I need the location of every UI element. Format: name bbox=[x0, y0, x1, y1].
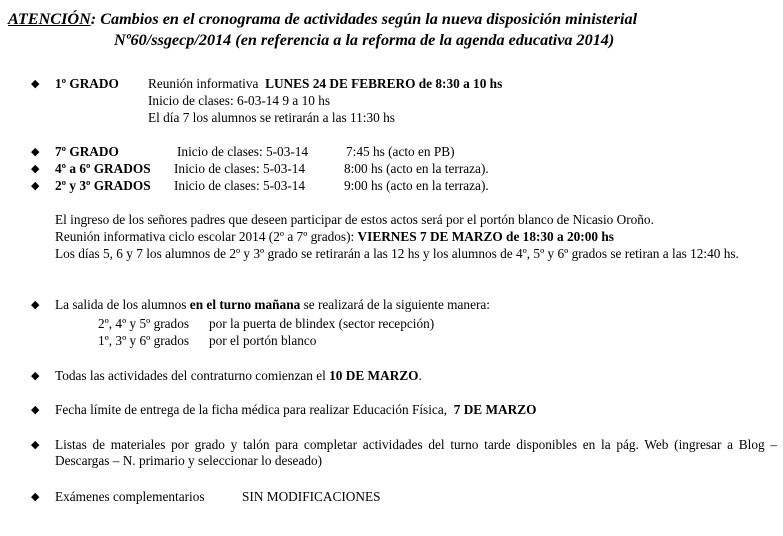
contraturno-text: Todas las actividades del contraturno comienzan el 10 DE MARZO. bbox=[55, 368, 422, 383]
reunion-ciclo: Reunión informativa ciclo escolar 2014 (2º a 7º grados): VIERNES 7 DE MARZO de 18:30 a 20:00 hs bbox=[55, 229, 614, 244]
dias-retiro: Los días 5, 6 y 7 los alumnos de 2º y 3º grado se retirarán a las 12 hs y los alumnos de 4º, 5º y 6º grados se retiran a las 12:40 hs. bbox=[55, 246, 739, 261]
bullet-icon: ◆ bbox=[31, 439, 40, 451]
salida-line1: 2º, 4º y 5º grados por la puerta de blindex (sector recepción) bbox=[98, 316, 435, 331]
ficha-text: Fecha límite de entrega de la ficha médica para realizar Educación Física, 7 DE MARZO bbox=[55, 402, 537, 417]
grado1-dia7: El día 7 los alumnos se retirarán a las 11:30 hs bbox=[148, 110, 395, 125]
bullet-icon: ◆ bbox=[31, 491, 40, 503]
examenes-value: SIN MODIFICACIONES bbox=[242, 489, 381, 504]
grado7-hora: 7:45 hs (acto en PB) bbox=[346, 144, 455, 159]
attention-label: ATENCIÓN bbox=[8, 10, 91, 28]
title-colon: : bbox=[90, 10, 97, 28]
grado46-inicio: Inicio de clases: 5-03-14 bbox=[174, 161, 306, 176]
listas-text: Listas de materiales por grado y talón para completar actividades del turno tarde disponibles en la pág. Web (ingresar a Blog – Descargas – N. primario y seleccionar lo deseado) bbox=[55, 437, 777, 468]
grado23-label: 2º y 3º GRADOS bbox=[55, 178, 151, 193]
ingreso-text: El ingreso de los señores padres que deseen participar de estos actos será por el portón blanco de Nicasio Oroño. bbox=[55, 212, 654, 227]
examenes-label: Exámenes complementarios bbox=[55, 489, 205, 504]
notice-title-line2: Nº60/ssgecp/2014 (en referencia a la reforma de la agenda educativa 2014) bbox=[114, 31, 615, 49]
bullet-icon: ◆ bbox=[31, 299, 40, 311]
bullet-icon: ◆ bbox=[31, 180, 40, 192]
bullet-icon: ◆ bbox=[31, 404, 40, 416]
grado23-hora: 9:00 hs (acto en la terraza). bbox=[344, 178, 489, 193]
bullet-icon: ◆ bbox=[31, 163, 40, 175]
bullet-icon: ◆ bbox=[31, 370, 40, 382]
salida-text: La salida de los alumnos en el turno mañana se realizará de la siguiente manera: bbox=[55, 297, 490, 312]
bullet-icon: ◆ bbox=[31, 146, 40, 158]
bullet-icon: ◆ bbox=[31, 78, 40, 90]
grado7-inicio: Inicio de clases: 5-03-14 bbox=[177, 144, 309, 159]
salida-line2: 1º, 3º y 6º grados por el portón blanco bbox=[98, 333, 317, 348]
grado1-label: 1º GRADO bbox=[55, 76, 119, 91]
notice-title-line1 bbox=[8, 10, 637, 28]
grado1-inicio: Inicio de clases: 6-03-14 9 a 10 hs bbox=[148, 93, 331, 108]
grado46-hora: 8:00 hs (acto en la terraza). bbox=[344, 161, 489, 176]
title-text: Cambios en el cronograma de actividades según la nueva disposición ministerial bbox=[96, 10, 638, 28]
grado46-label: 4º a 6º GRADOS bbox=[55, 161, 151, 176]
grado7-label: 7º GRADO bbox=[55, 144, 119, 159]
grado23-inicio: Inicio de clases: 5-03-14 bbox=[174, 178, 306, 193]
grado1-reunion: Reunión informativa LUNES 24 DE FEBRERO de 8:30 a 10 hs bbox=[148, 76, 503, 91]
